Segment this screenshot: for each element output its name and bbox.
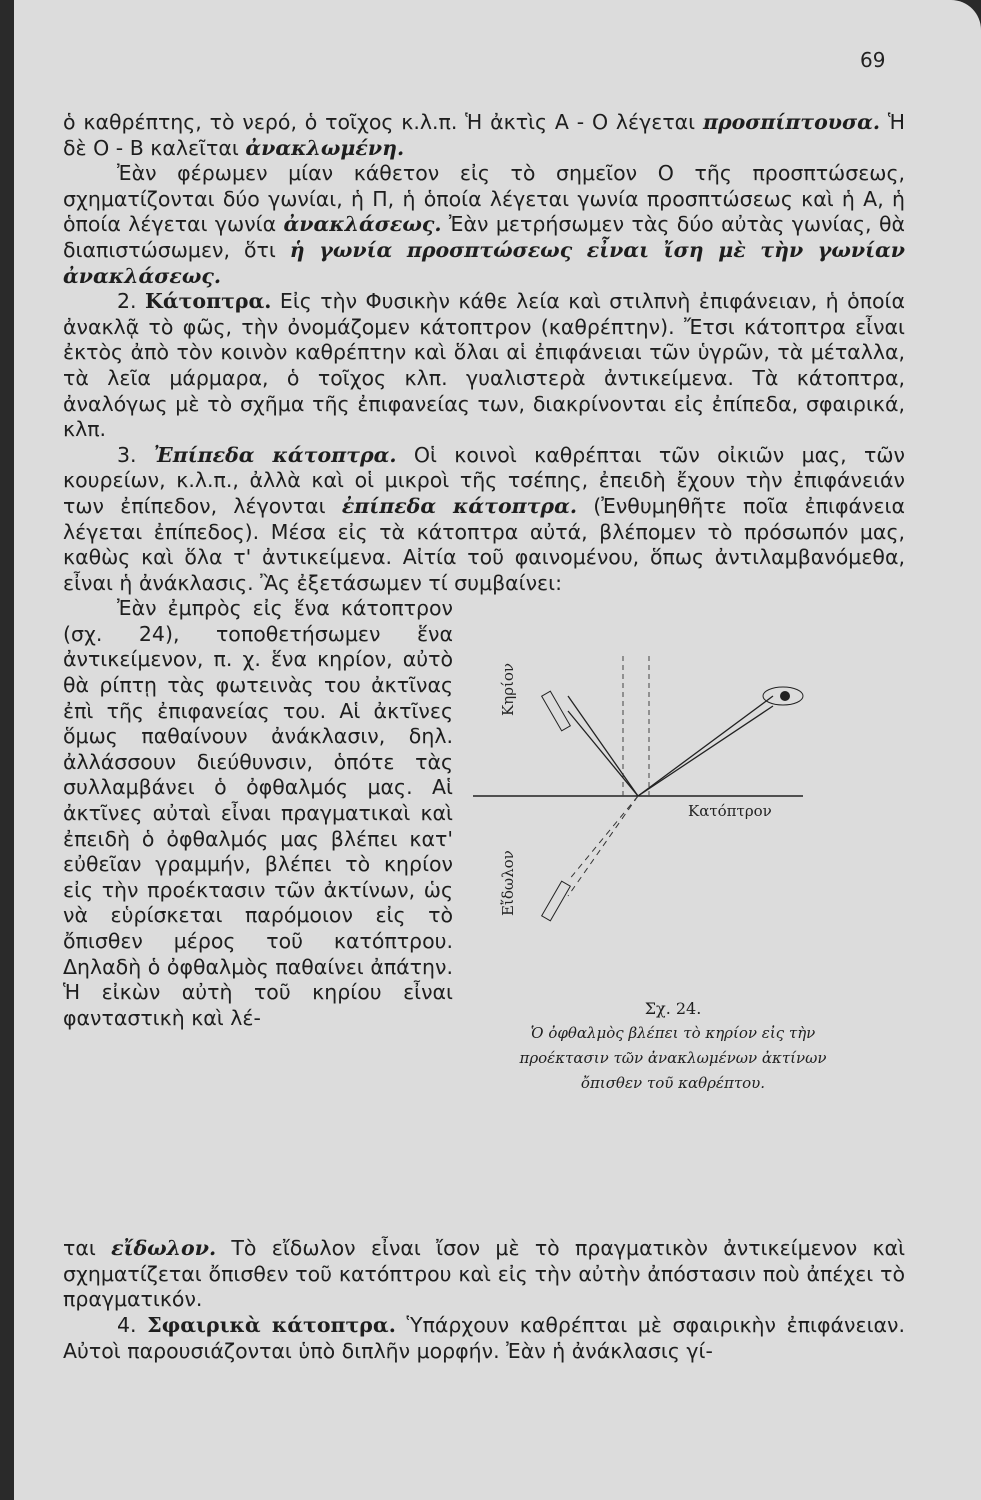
text-run: Τὸ εἴδωλον εἶναι ἴσον μὲ τὸ πραγματικὸν ἀντικείμενον καὶ σχηματίζεται ὄπισθεν τοῦ κατόπτρου καὶ εἰς τὴν αὐτὴν ἀπόστασιν ποὺ ἀπέχει τὸ πραγματικόν. <box>63 1236 906 1312</box>
figure-caption <box>453 1021 893 1096</box>
term-plane-mirrors: ἐπίπεδα κάτοπτρα. <box>341 493 577 518</box>
term-reflection-angle: ἀνακλάσεως. <box>283 212 442 237</box>
paragraph-reflection <box>63 110 905 161</box>
figure-number: Σχ. 24. <box>644 999 702 1019</box>
text-run: Ὑπάρχουν καθρέπται μὲ σφαιρικὴν ἐπιφάνειαν. Αὐτοὶ παρουσιάζονται ὑπὸ διπλῆν μορφήν. Ἐὰν ἡ ἀνάκλασις γί- <box>63 1313 905 1363</box>
section-number: 4. <box>117 1313 148 1338</box>
virtual-ray <box>568 796 638 881</box>
text-run: ὁ καθρέπτης, τὸ νερό, ὁ τοῖχος κ.λ.π. Ἡ ἀκτὶς Α - Ο λέγεται <box>63 110 703 134</box>
label-mirror: Κατόπτρον <box>688 802 772 821</box>
term-reflected: ἀνακλωμένη. <box>245 135 405 160</box>
paragraph-mirrors <box>63 289 905 443</box>
text-run: Εἰς τὴν Φυσικὴν κάθε λεία καὶ στιλπνὴ ἐπιφάνειαν, ἡ ὁποία ἀνακλᾷ τὸ φῶς, τὴν ὀνομάζομεν κάτοπτρον (καθρέπτην). Ἔτσι κάτοπτρα εἶναι ἐκτὸς ἀπὸ τὸν κοινὸν καθρέπτην καὶ ὅλαι αἱ ἐπιφάνειαι τῶν ὑγρῶν, τὰ μέταλλα, τὰ λεῖα μάρμαρα, ὁ τοῖχος κλπ. γυαλιστερὰ ἀντικείμενα. Τὰ κάτοπτρα, ἀναλόγως μὲ τὸ σχῆμα τῆς ἐπιφανείας των, διακρίνονται εἰς ἐπίπεδα, σφαιρικά, κλπ. <box>63 289 906 442</box>
caption-line: προέκτασιν τῶν ἀνακλωμένων ἀκτίνων <box>519 1049 827 1068</box>
candle-image-icon <box>542 881 571 921</box>
paragraph-angles <box>63 161 905 289</box>
paragraph-spherical-mirrors <box>63 1313 905 1364</box>
section-title: Κάτοπτρα. <box>145 289 272 314</box>
label-image: Εἴδωλον <box>499 850 517 917</box>
section-title: Ἐπίπεδα κάτοπτρα. <box>153 442 397 467</box>
body-text <box>63 110 905 1364</box>
text-run: Ἡ δὲ Ο - Β καλεῖται <box>63 110 905 160</box>
incident-ray <box>568 711 638 796</box>
virtual-ray <box>568 796 638 896</box>
label-candle: Κηρίον <box>499 663 517 717</box>
text-run: (Ἐνθυμηθῆτε ποῖα ἐπιφάνεια λέγεται ἐπίπεδος). Μέσα εἰς τὰ κάτοπτρα αὐτά, βλέπομεν τὸ πρόσωπόν μας, καθὼς καὶ ὅλα τ' ἀντικείμενα. Αἰτία τοῦ φαινομένου, ὅπως ἀντιλαμβανόμεθα, εἶναι ἡ ἀνάκλασις. Ἂς ἐξετάσωμεν τί συμβαίνει: <box>63 493 905 595</box>
law-of-reflection: ἡ γωνία προσπτώσεως εἶναι ἴση μὲ τὴν γωνίαν ἀνακλάσεως. <box>63 237 905 288</box>
paragraph-plane-mirrors <box>63 443 905 597</box>
paragraph-virtual-image <box>63 1236 905 1313</box>
text-run: Ἐὰν μετρήσωμεν τὰς δύο αὐτὰς γωνίας, θὰ διαπιστώσωμεν, ὅτι <box>63 212 905 262</box>
term-incident: προσπίπτουσα. <box>702 110 881 134</box>
book-page <box>14 0 981 1500</box>
term-image: εἴδωλον. <box>111 1236 217 1261</box>
reflected-ray <box>638 706 773 796</box>
reflected-ray <box>638 696 773 796</box>
caption-line: Ὁ ὀφθαλμὸς βλέπει τὸ κηρίον εἰς τὴν <box>530 1024 816 1043</box>
text-run: ται <box>63 1236 112 1261</box>
incident-ray <box>568 696 638 796</box>
text-run: Οἱ κοινοὶ καθρέπται τῶν οἰκιῶν μας, τῶν κουρείων, κ.λ.π., ἀλλὰ καὶ οἱ μικροὶ τῆς τσέπης, ἐπειδὴ ἔχουν τὴν ἐπιφάνειάν των ἐπίπεδον, λέγονται <box>63 442 906 518</box>
page-number: 69 <box>860 48 886 72</box>
section-number: 2. <box>117 289 146 314</box>
eye-pupil-icon <box>780 691 790 701</box>
caption-line: ὄπισθεν τοῦ καθρέπτου. <box>580 1074 766 1093</box>
text-run: Ἐὰν φέρωμεν μίαν κάθετον εἰς τὸ σημεῖον Ο τῆς προσπτώσεως, σχηματίζονται δύο γωνίαι, ἡ Π, ἡ ὁποία λέγεται γωνία προσπτώσεως καὶ ἡ Α, ἡ ὁποία λέγεται γωνία <box>63 161 905 237</box>
section-title: Σφαιρικὰ κάτοπτρα. <box>147 1313 396 1338</box>
reflection-diagram <box>473 656 883 996</box>
figure-24 <box>453 596 905 1236</box>
candle-icon <box>542 691 571 731</box>
section-number: 3. <box>117 442 154 467</box>
text-run: Ἐὰν ἐμπρὸς εἰς ἕνα κάτοπτρον (σχ. 24), τοποθετήσωμεν ἕνα ἀντικείμενον, π. χ. ἕνα κηρίον, αὐτὸ θὰ ρίπτῃ τὰς φωτεινὰς του ἀκτῖνας ἐπὶ τῆς ἐπιφανείας του. Αἱ ἀκτῖνες ὅμως παθαίνουν ἀνάκλασιν, δηλ. ἀλλάσσουν διεύθυνσιν, ὁπότε τὰς συλλαμβάνει ὁ ὀφθαλμός μας. Αἱ ἀκτῖνες αὐταὶ εἶναι πραγματικαὶ καὶ ἐπειδὴ ὁ ὀφθαλμός μας βλέπει κατ' εὐθεῖαν γραμμήν, βλέπει τὸ κηρίον εἰς τὴν προέκτασιν τῶν ἀκτίνων, ὡς νὰ εὑρίσκεται παρόμοιον εἰς τὸ ὄπισθεν μέρος τοῦ κατόπτρου. Δηλαδὴ ὁ ὀφθαλμὸς παθαίνει ἀπάτην. Ἡ εἰκὼν αὐτὴ τοῦ κηρίου εἶναι φανταστικὴ καὶ λέ- <box>63 596 453 1030</box>
